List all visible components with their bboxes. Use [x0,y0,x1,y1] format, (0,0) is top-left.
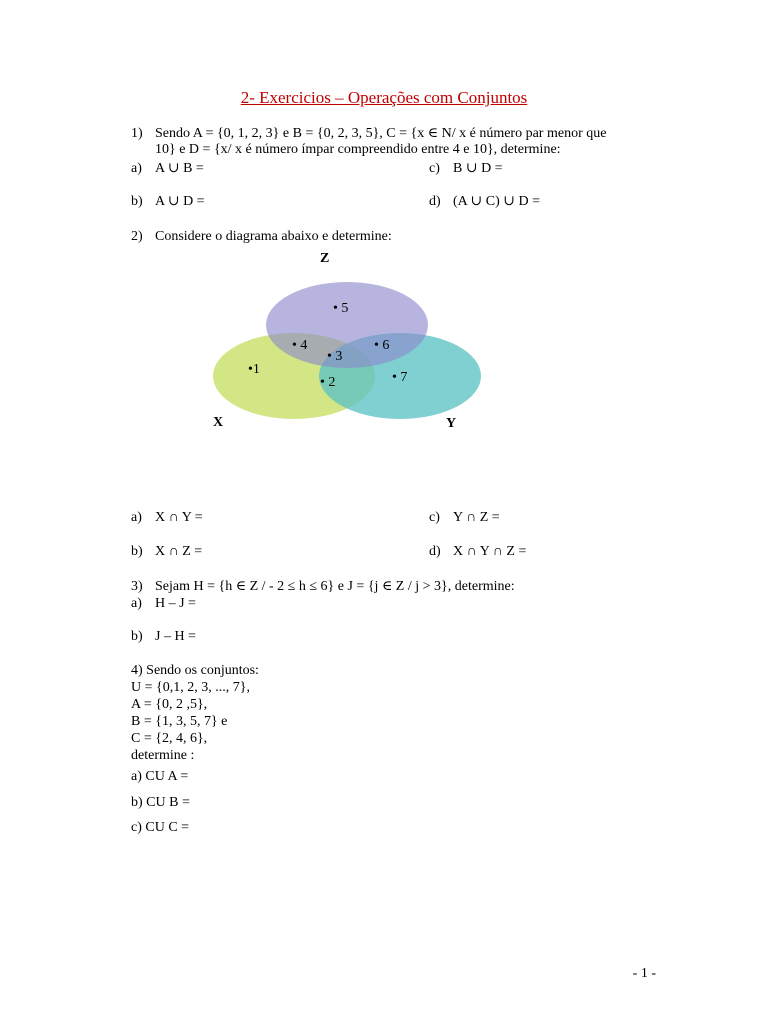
q2-item-b-text: X ∩ Z = [155,544,203,559]
q1-text-line2: 10} e D = {x/ x é número ímpar compreendido entre 4 e 10}, determine: [155,142,561,157]
q2-number: 2) [131,229,143,244]
page-number: - 1 - [632,966,656,981]
q4-line-3: A = {0, 2 ,5}, [131,697,208,712]
q1-item-d-label: d) [429,194,441,209]
element-2: • 2 [320,375,336,390]
q4-item-b: b) CU B = [131,795,190,810]
q4-line-6: determine : [131,748,195,763]
q3-item-a-text: H – J = [155,596,196,611]
q3-number: 3) [131,579,143,594]
q4-item-a: a) CU A = [131,769,189,784]
element-5: • 5 [333,301,349,316]
q3-item-b-label: b) [131,629,143,644]
q1-item-b-label: b) [131,194,143,209]
element-7: • 7 [392,370,408,385]
q1-item-a-label: a) [131,161,142,176]
q1-item-b-text: A ∪ D = [155,194,205,209]
q1-item-d-text: (A ∪ C) ∪ D = [453,194,540,209]
q2-item-a-label: a) [131,510,142,525]
q1-number: 1) [131,126,143,141]
set-x-label: X [213,415,224,430]
q1-item-c-label: c) [429,161,440,176]
q4-line-4: B = {1, 3, 5, 7} e [131,714,228,729]
element-1: •1 [248,362,260,377]
element-4: • 4 [292,338,308,353]
set-z-ellipse [266,282,428,368]
q1-item-c-text: B ∪ D = [453,161,503,176]
q1-text-line1: Sendo A = {0, 1, 2, 3} e B = {0, 2, 3, 5}, C = {x ∈ N/ x é número par menor que [155,126,607,141]
q4-item-c: c) CU C = [131,820,190,835]
q3-item-a-label: a) [131,596,142,611]
q4-line-1: 4) Sendo os conjuntos: [131,663,259,678]
q3-text: Sejam H = {h ∈ Z / - 2 ≤ h ≤ 6} e J = {j ∈ Z / j > 3}, determine: [155,579,515,594]
set-z-label: Z [320,251,330,266]
page-title: 2- Exercicios – Operações com Conjuntos [240,88,528,107]
q4-line-2: U = {0,1, 2, 3, ..., 7}, [131,680,250,695]
q2-item-a-text: X ∩ Y = [155,510,203,525]
element-3: • 3 [327,349,343,364]
element-6: • 6 [374,338,390,353]
q2-item-d-label: d) [429,544,441,559]
set-y-label: Y [446,416,457,431]
q2-item-b-label: b) [131,544,143,559]
q3-item-b-text: J – H = [155,629,196,644]
q2-item-d-text: X ∩ Y ∩ Z = [453,544,527,559]
q4-line-5: C = {2, 4, 6}, [131,731,208,746]
q1-item-a-text: A ∪ B = [155,161,204,176]
q2-item-c-text: Y ∩ Z = [453,510,500,525]
q2-text: Considere o diagrama abaixo e determine: [155,229,392,244]
q2-item-c-label: c) [429,510,440,525]
